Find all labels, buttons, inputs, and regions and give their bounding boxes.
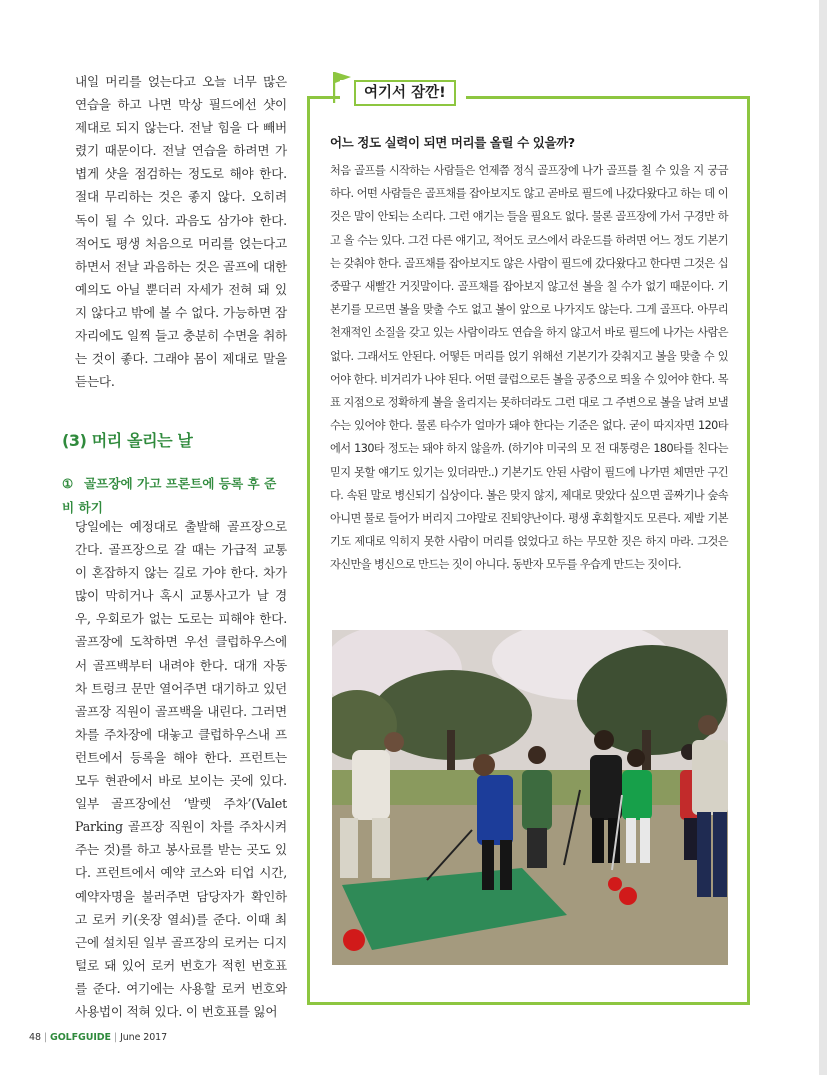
section-title: (3) 머리 올리는 날 <box>62 431 193 450</box>
sub-heading-number: ① <box>62 476 74 491</box>
golf-lesson-photo <box>332 630 728 965</box>
page-footer <box>29 1032 167 1043</box>
sidebar-tab-label: 여기서 잠깐! <box>354 80 456 106</box>
footer-separator: | <box>43 1032 47 1043</box>
page-number: 48 <box>29 1032 41 1043</box>
sidebar-body: 처음 골프를 시작하는 사람들은 언제쯤 정식 골프장에 나가 골프를 칠 수 있을 지 궁금하다. 어떤 사람들은 골프채를 잡아보지도 않고 곧바로 필드에 나갔다왔다고 하는 데 이것은 말이 안되는 소리다. 그런 얘기는 들을 필요도 없다. 물론 골프장에 가서 구경만 하고 올 수는 있다. 그건 다른 얘기고, 적어도 코스에서 라운드를 하려면 어느 정도 기본기는 갖춰야 한다. 골프채를 잡아보지도 않은 사람이 필드에 갔다왔다고 한다면 그것은 십중팔구 새빨간 거짓말이다. 골프채를 잡아보지 않고선 볼을 칠 수가 없기 때문이다. 기본기를 모르면 볼을 맞출 수도 없고 볼이 앞으로 나가지도 않는다. 그게 골프다. 아무리 천재적인 소질을 갖고 있는 사람이라도 연습을 하지 않고서 바로 필드에 나가는 사람은 없다. 그래서도 안된다. 어떻든 머리를 얹기 위해선 기본기가 갖춰지고 볼을 맞출 수 있어야 한다. 비거리가 나야 된다. 어떤 클럽으로든 볼을 공중으로 띄울 수 있어야 한다. 목표 지점으로 정확하게 볼을 올리지는 못하더라도 그런 대로 그 주변으로 볼을 날려 보낼 수는 있어야 한다. 물론 타수가 얼마가 돼야 한다는 기준은 없다. 굳이 따지자면 120타에서 130타 정도는 돼야 하지 않을까. (하기야 미국의 모 전 대통령은 180타를 친다는 믿지 못할 얘기도 있기는 있더라만..) 기본기도 안된 사람이 필드에 나가면 체면만 구긴다. 속된 말로 병신되기 십상이다. 볼은 맞지 않지, 제대로 맞았다 싶으면 골짜기나 숲속 아니면 물로 들어가 버리지 그야말로 진퇴양난이다. 평생 후회할지도 모른다. 제발 기본기도 제대로 익히지 못한 사람이 머리를 얹었다고 하는 무모한 짓은 하지 마라. 그것은 자신만을 병신으로 만드는 짓이 아니다. 동반자 모두를 우습게 만드는 짓이다. <box>330 164 728 572</box>
page-edge <box>819 0 827 1075</box>
sub-heading-text: 골프장에 가고 프론트에 등록 후 준비 하기 <box>62 476 277 515</box>
sidebar-question: 어느 정도 실력이 되면 머리를 올릴 수 있을까? <box>330 135 575 150</box>
sidebar-tab <box>340 80 466 104</box>
issue-date: June 2017 <box>120 1032 168 1043</box>
sub-heading <box>62 472 287 519</box>
left-column-bottom <box>75 515 287 1023</box>
body-paragraph: 내일 머리를 얹는다고 오늘 너무 많은 연습을 하고 나면 막상 필드에선 샷이 제대로 되지 않는다. 전날 힘을 다 빼버렸기 때문이다. 전날 연습을 하려면 가볍게 샷을 점검하는 정도로 해야 한다. 절대 무리하는 것은 좋지 않다. 오히려 독이 될 수 있다. 과음도 삼가야 한다. 적어도 평생 처음으로 머리를 얹는다고 하면서 전날 과음하는 것은 골프에 대한 예의도 아닐 뿐더러 자세가 전혀 돼 있지 않다고 밖에 볼 수 없다. 가능하면 잠자리에도 일찍 들고 충분히 수면을 취하는 것이 좋다. 그래야 몸이 제대로 말을 듣는다. <box>75 74 287 390</box>
left-column-top <box>75 70 287 393</box>
body-paragraph: 당일에는 예정대로 출발해 골프장으로 간다. 골프장으로 갈 때는 가급적 교통이 혼잡하지 않는 길로 가야 한다. 차가 많이 막히거나 혹시 교통사고가 날 경우, 우회로가 없는 도로는 피해야 한다. 골프장에 도착하면 우선 클럽하우스에서 골프백부터 내려야 한다. 대개 자동차 트렁크 문만 열어주면 대기하고 있던 골프장 직원이 골프백을 내린다. 그러면 차를 주차장에 대놓고 클럽하우스내 프런트에서 등록을 해야 한다. 프런트는 모두 현관에서 바로 보이는 곳에 있다. 일부 골프장에선 ‘발렛 주차’(Valet Parking 골프장 직원이 차를 주차시켜 주는 것)를 하고 봉사료를 받는 곳도 있다. 프런트에서 예약 코스와 티업 시간, 예약자명을 불러주면 담당자가 확인하고 로커 키(옷장 열쇠)를 준다. 이때 최근에 설치된 일부 골프장의 로커는 디지털로 돼 있어 로커 번호가 적힌 번호표를 준다. 여기에는 사용할 로커 번호와 사용법이 적혀 있다. 이 번호표를 잃어 <box>75 519 287 1019</box>
magazine-name: GOLFGUIDE <box>50 1032 111 1043</box>
footer-separator: | <box>113 1032 118 1043</box>
